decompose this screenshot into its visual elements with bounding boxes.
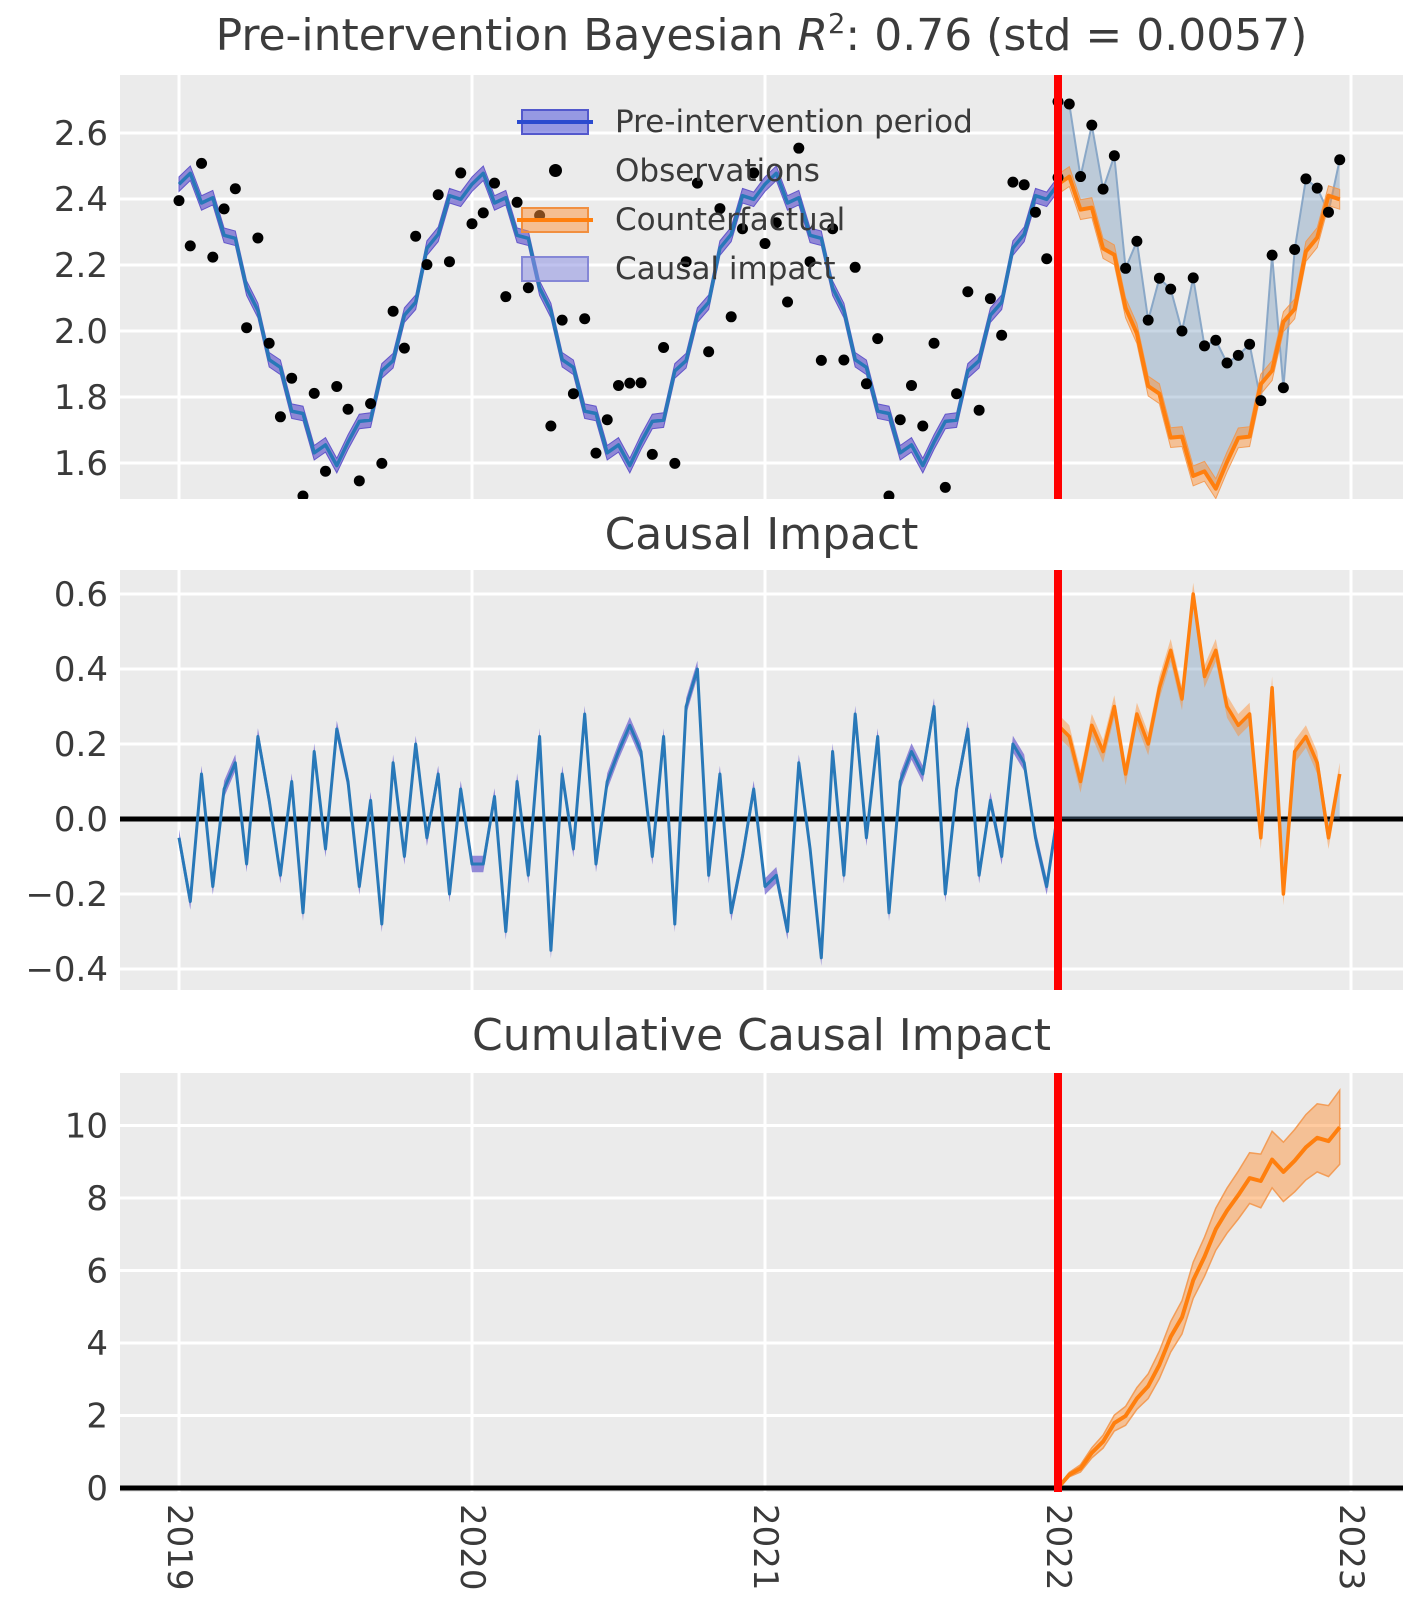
- y-tick-label: 0.2: [53, 725, 108, 765]
- legend-item-counterfactual: [521, 195, 973, 244]
- observation-dot: [1086, 120, 1097, 131]
- observation-dot: [590, 448, 601, 459]
- observation-dot: [816, 355, 827, 366]
- observation-dot: [275, 411, 286, 422]
- observation-dot: [196, 158, 207, 169]
- observation-dot: [1109, 150, 1120, 161]
- counterfactual-band-swatch-icon: [521, 207, 589, 233]
- svg-text:2019: 2019: [158, 1504, 199, 1591]
- legend-item-causal-impact: [521, 244, 973, 293]
- pre-intervention-title: [120, 10, 1403, 61]
- svg-text:2022: 2022: [1037, 1504, 1078, 1591]
- observation-dot: [602, 414, 613, 425]
- observation-dot: [207, 252, 218, 263]
- observation-dot: [1289, 244, 1300, 255]
- observation-dot: [1007, 177, 1018, 188]
- observation-dot: [929, 338, 940, 349]
- y-tick-label: 4: [86, 1324, 108, 1364]
- y-tick-label: 1.8: [53, 378, 108, 418]
- observation-dot: [703, 346, 714, 357]
- observation-dot: [433, 189, 444, 200]
- legend-item-pre-intervention: [521, 97, 973, 146]
- title-suffix: : 0.76 (std = 0.0057): [845, 10, 1308, 61]
- observation-dot: [365, 398, 376, 409]
- legend: [521, 97, 973, 293]
- observation-dot: [838, 355, 849, 366]
- observation-dot: [1199, 340, 1210, 351]
- observation-dot: [252, 232, 263, 243]
- observation-dot: [174, 195, 185, 206]
- observation-dot: [1143, 315, 1154, 326]
- legend-label-counterfactual: Counterfactual: [615, 201, 846, 238]
- svg-text:2020: 2020: [451, 1504, 492, 1591]
- svg-text:2021: 2021: [744, 1504, 785, 1591]
- observation-dot: [782, 296, 793, 307]
- observation-dot: [1030, 207, 1041, 218]
- observation-dot: [647, 449, 658, 460]
- observation-dot: [1323, 207, 1334, 218]
- observation-dot: [726, 311, 737, 322]
- observation-dot: [669, 458, 680, 469]
- observation-dot: [1098, 184, 1109, 195]
- observation-dot: [478, 207, 489, 218]
- observation-dot: [286, 373, 297, 384]
- title-prefix: Pre-intervention Bayesian: [215, 10, 798, 61]
- legend-label-causal-impact: Causal impact: [615, 250, 836, 287]
- observation-dot: [1131, 236, 1142, 247]
- observation-dot: [1233, 350, 1244, 361]
- y-tick-label: 2.2: [53, 246, 108, 286]
- y-tick-label: 8: [86, 1179, 108, 1219]
- causal-impact-band-swatch-icon: [521, 256, 589, 282]
- observation-dot: [320, 466, 331, 477]
- observation-dot: [500, 291, 511, 302]
- observation-dot: [1222, 358, 1233, 369]
- observation-dot: [545, 421, 556, 432]
- y-tick-label: −0.2: [25, 875, 108, 915]
- observation-dot: [1244, 339, 1255, 350]
- observation-dot: [996, 330, 1007, 341]
- observation-dot: [343, 404, 354, 415]
- observation-dot: [444, 256, 455, 267]
- observation-dot: [568, 388, 579, 399]
- observation-dot: [1176, 326, 1187, 337]
- x-tick-label: [1038, 1504, 1078, 1591]
- cumulative-causal-impact-title: Cumulative Causal Impact: [472, 1010, 1051, 1061]
- observation-dot: [1334, 154, 1345, 165]
- observation-dot: [636, 377, 647, 388]
- r-squared-exponent: 2: [828, 8, 846, 40]
- observation-dot: [1120, 263, 1131, 274]
- observation-dot: [421, 259, 432, 270]
- y-tick-label: 0.6: [53, 575, 108, 615]
- x-tick-label: [452, 1504, 492, 1591]
- observation-dot: [264, 338, 275, 349]
- observation-dot: [410, 231, 421, 242]
- observation-dot: [985, 293, 996, 304]
- observation-dot: [624, 378, 635, 389]
- y-tick-label: 1.6: [53, 444, 108, 484]
- legend-label-observations: Observations: [615, 152, 820, 189]
- observation-dot: [940, 482, 951, 493]
- y-tick-label: 10: [64, 1106, 108, 1147]
- observation-dot: [1165, 284, 1176, 295]
- observation-dot: [1154, 273, 1165, 284]
- y-tick-label: 6: [86, 1251, 108, 1292]
- observation-dot: [1255, 395, 1266, 406]
- observation-dot: [455, 167, 466, 178]
- observation-dot: [613, 380, 624, 391]
- observation-dot: [1064, 98, 1075, 109]
- observation-dot: [489, 178, 500, 189]
- observation-dot: [1312, 183, 1323, 194]
- observation-dot: [861, 378, 872, 389]
- observation-dot: [466, 218, 477, 229]
- observation-dot: [1019, 179, 1030, 190]
- observation-dot: [1075, 171, 1086, 182]
- observation-dot: [309, 388, 320, 399]
- r-squared-symbol: R: [797, 10, 829, 61]
- observation-dot: [917, 421, 928, 432]
- observation-dot: [241, 322, 252, 333]
- observation-dot: [557, 315, 568, 326]
- observations-dot-swatch-icon: [549, 164, 562, 177]
- observation-dot: [331, 381, 342, 392]
- legend-label-pre-intervention: Pre-intervention period: [615, 103, 973, 140]
- y-tick-label: 2.0: [53, 312, 108, 352]
- observation-dot: [1210, 335, 1221, 346]
- x-tick-label: [159, 1504, 199, 1591]
- x-tick-label: [1331, 1504, 1371, 1591]
- observation-dot: [895, 414, 906, 425]
- observation-dot: [872, 333, 883, 344]
- svg-text:2023: 2023: [1330, 1504, 1371, 1591]
- observation-dot: [354, 475, 365, 486]
- observation-dot: [219, 203, 230, 214]
- observation-dot: [376, 458, 387, 469]
- observation-dot: [230, 183, 241, 194]
- observation-dot: [1300, 173, 1311, 184]
- legend-item-observations: [521, 146, 973, 195]
- observation-dot: [951, 388, 962, 399]
- observation-dot: [1267, 250, 1278, 261]
- axes-background: [120, 1073, 1403, 1492]
- observation-dot: [1041, 253, 1052, 264]
- y-tick-label: 2.6: [53, 114, 108, 154]
- observation-dot: [399, 343, 410, 354]
- observation-dot: [579, 313, 590, 324]
- y-tick-label: 2.4: [53, 180, 108, 220]
- causal-impact-title: Causal Impact: [604, 509, 919, 560]
- y-tick-label: 0.0: [53, 800, 108, 840]
- observation-dot: [1278, 382, 1289, 393]
- observation-dot: [974, 405, 985, 416]
- x-tick-label: [745, 1504, 785, 1591]
- pre-intervention-band-swatch-icon: [521, 109, 589, 135]
- observation-dot: [906, 380, 917, 391]
- observation-dot: [1188, 272, 1199, 283]
- y-tick-label: −0.4: [25, 950, 108, 990]
- observation-dot: [297, 491, 308, 502]
- y-tick-label: 0.4: [53, 650, 108, 690]
- observation-dot: [658, 342, 669, 353]
- y-tick-label: 2: [86, 1396, 108, 1437]
- observation-dot: [185, 240, 196, 251]
- observation-dot: [883, 491, 894, 502]
- observation-dot: [388, 306, 399, 317]
- y-tick-label: 0: [86, 1469, 108, 1509]
